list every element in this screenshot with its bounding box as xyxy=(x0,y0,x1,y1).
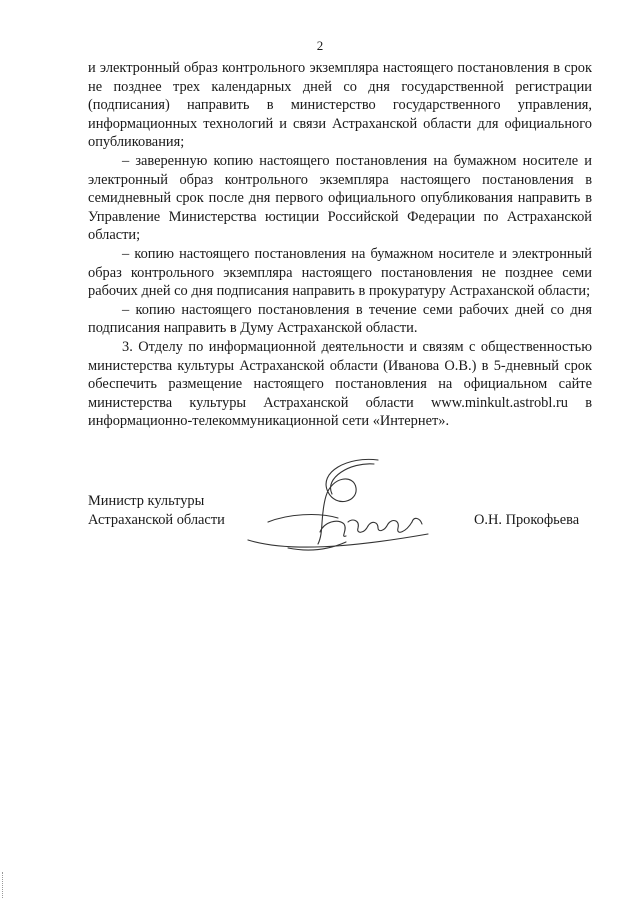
handwritten-signature xyxy=(228,452,448,562)
signer-title xyxy=(88,492,225,530)
paragraph-2: – заверенную копию настоящего постановления на бумажном носителе и электронный образ контрольного экземпляра настоящего постановления в семидневный срок после дня первого официального опубликования направить в Управление Министерства юстиции Российской Федерации по Астраханской области; xyxy=(88,152,592,244)
paragraph-4: – копию настоящего постановления в течение семи рабочих дней со дня подписания направить в Думу Астраханской области. xyxy=(88,301,592,337)
document-body xyxy=(88,59,592,431)
scan-edge-mark xyxy=(2,872,5,898)
page-number: 2 xyxy=(316,38,324,53)
signer-title-line2: Астраханской области xyxy=(88,512,225,528)
paragraph-5: 3. Отделу по информационной деятельности и связям с общественностью министерства культуры Астраханской области (Иванова О.В.) в 5-дневный срок обеспечить размещение настоящего постановления на официальном сайте министерства культуры Астраханской области www.minkult.astrobl.ru в информационно-телекоммуникационной сети «Интернет». xyxy=(88,338,592,430)
paragraph-1: и электронный образ контрольного экземпляра настоящего постановления в срок не позднее трех календарных дней со дня государственной регистрации (подписания) направить в министерство государственного управления, информационных технологий и связи Астраханской области для официального опубликования; xyxy=(88,60,592,151)
signer-name: О.Н. Прокофьева xyxy=(474,512,580,528)
paragraph-3: – копию настоящего постановления на бумажном носителе и электронный образ контрольного экземпляра настоящего постановления не позднее семи рабочих дней со дня подписания направить в прокуратуру Астраханской области; xyxy=(88,245,592,300)
signer-title-line1: Министр культуры xyxy=(88,493,205,509)
signature-block xyxy=(0,492,640,572)
